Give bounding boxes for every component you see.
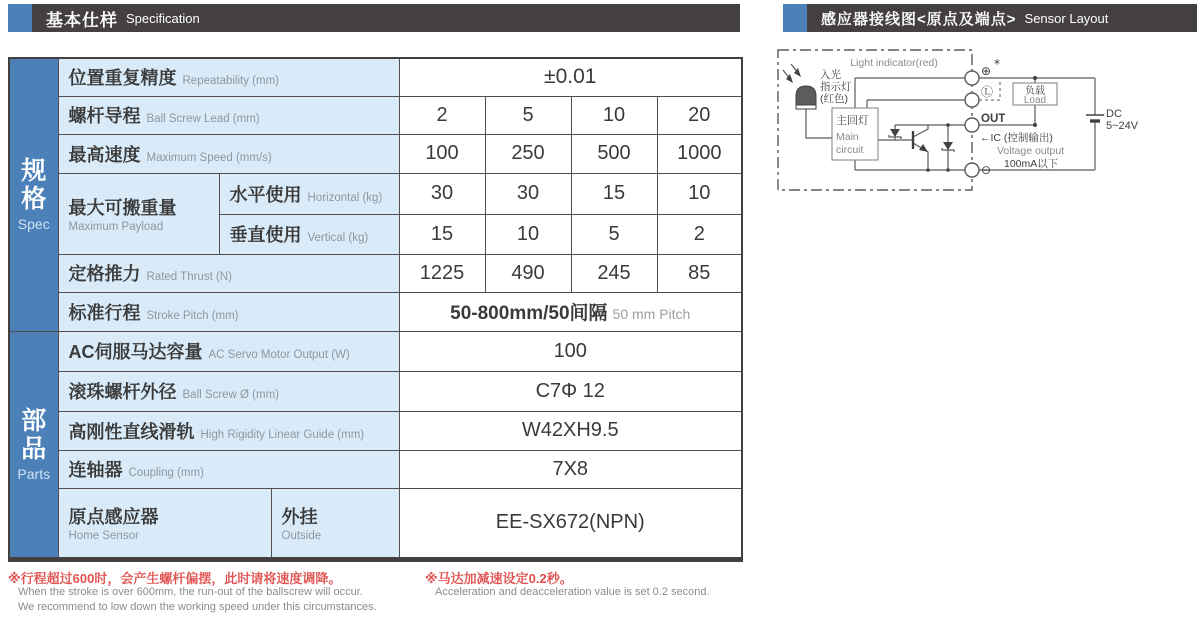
label-zh: 螺杆导程 [68, 106, 141, 126]
zener-diode-icon [942, 142, 954, 152]
load-label-zh: 负载 [1025, 86, 1045, 97]
led-label-zh1: 入光 [820, 69, 841, 81]
junction-dot [946, 123, 950, 127]
label-home-sensor-mount [271, 488, 399, 559]
label-horizontal [219, 173, 399, 214]
row-speed [9, 134, 742, 173]
value-lead-3: 20 [657, 96, 742, 134]
value-thrust-3: 85 [657, 254, 742, 292]
page-title-sensor-zh: 感应器接线图<原点及端点> [821, 10, 1017, 28]
label-guide [58, 411, 399, 450]
value-speed-2: 500 [571, 134, 657, 173]
section-spec-en: Spec [17, 216, 50, 233]
dc-voltage-label: 5~24V [1106, 120, 1139, 132]
label-vertical [219, 214, 399, 254]
label-zh: 水平使用 [229, 184, 302, 205]
label-speed [58, 134, 399, 173]
voltage-output-label: Voltage output [997, 145, 1065, 157]
value-vertical-1: 10 [485, 214, 571, 254]
value-horizontal-3: 10 [657, 173, 742, 214]
value-coupling: 7X8 [399, 450, 742, 488]
label-en: Repeatability (mm) [182, 75, 279, 88]
terminal-plus-circle [965, 71, 979, 85]
terminal-out-circle [965, 118, 979, 132]
value-horizontal-0: 30 [399, 173, 485, 214]
value-speed-3: 1000 [657, 134, 742, 173]
load-label-en: Load [1023, 95, 1047, 106]
value-stroke-en: 50 mm Pitch [612, 306, 691, 322]
terminal-light-circle [965, 93, 979, 107]
value-vertical-3: 2 [657, 214, 742, 254]
junction-dot [926, 168, 930, 172]
label-zh: 连轴器 [68, 460, 123, 480]
row-motor [9, 331, 742, 371]
junction-dot [946, 168, 950, 172]
dc-label: DC [1106, 108, 1122, 120]
value-screw-dia: C7Φ 12 [399, 371, 742, 411]
value-thrust-0: 1225 [399, 254, 485, 292]
value-stroke-zh: 50-800mm/50间隔 [450, 303, 608, 324]
label-zh: 垂直使用 [229, 225, 302, 245]
label-en: Coupling (mm) [128, 467, 204, 479]
section-spec [9, 58, 58, 331]
row-repeatability [9, 58, 742, 96]
ic-label: ←IC (控制输出) [980, 132, 1053, 144]
main-circuit-label-en2: circuit [836, 144, 864, 156]
main-circuit-label-zh: 主回灯 [836, 115, 869, 127]
terminal-minus-symbol: ⊖ [981, 163, 992, 177]
label-screw-dia [58, 371, 399, 411]
junction-dot [1033, 76, 1037, 80]
value-vertical-2: 5 [571, 214, 657, 254]
section-parts-en: Parts [17, 465, 51, 482]
row-home-sensor [9, 488, 742, 559]
label-en: Horizontal (kg) [307, 191, 383, 204]
row-thrust [9, 254, 742, 292]
label-zh: 定格推力 [68, 264, 141, 284]
label-en: Outside [281, 530, 322, 542]
label-zh: 外挂 [281, 507, 318, 527]
label-zh: 最高速度 [68, 144, 141, 165]
row-guide [9, 411, 742, 450]
section-spec-zh: 规格 [21, 157, 47, 214]
label-repeatability [58, 58, 399, 96]
page-title-spec-zh: 基本仕样 [46, 10, 118, 30]
value-home-sensor: EE-SX672(NPN) [399, 488, 742, 559]
label-en: Maximum Speed (mm/s) [146, 151, 272, 164]
note-stroke-en1: When the stroke is over 600mm, the run-out of the ballscrew will occur. [18, 586, 363, 598]
page-title-sensor-en: Sensor Layout [1024, 10, 1109, 26]
value-thrust-2: 245 [571, 254, 657, 292]
value-lead-0: 2 [399, 96, 485, 134]
label-en: AC Servo Motor Output (W) [208, 349, 350, 361]
label-zh: AC伺服马达容量 [68, 342, 203, 362]
label-en: Maximum Payload [68, 221, 164, 233]
value-horizontal-2: 15 [571, 173, 657, 214]
row-screw-dia [9, 371, 742, 411]
light-indicator-label: Light indicator(red) [850, 57, 938, 69]
row-stroke [9, 292, 742, 331]
note-stroke-en2: We recommend to low down the working speed under this circumstances. [18, 601, 377, 613]
value-motor: 100 [399, 331, 742, 371]
header-bar-sensor [783, 4, 1197, 32]
label-coupling [58, 450, 399, 488]
main-circuit-label-en1: Main [836, 131, 859, 143]
accent-square-icon [783, 4, 807, 32]
row-lead [9, 96, 742, 134]
label-en: Vertical (kg) [307, 232, 369, 244]
spec-table [8, 57, 743, 562]
note-stroke-zh: ※行程超过600时，会产生螺杆偏摆，此时请将速度调降。 [8, 571, 342, 586]
label-home-sensor [58, 488, 271, 559]
value-lead-1: 5 [485, 96, 571, 134]
current-limit-label: 100mA以下 [1004, 158, 1059, 170]
battery-icon [1086, 115, 1104, 121]
label-zh: 标准行程 [68, 302, 141, 323]
sensor-diagram-svg [770, 45, 1200, 195]
led-label-zh3: (红色) [820, 93, 848, 105]
zener-diode-icon [889, 129, 901, 139]
section-parts-zh: 部品 [21, 406, 47, 463]
label-zh: 滚珠螺杆外径 [68, 382, 177, 402]
label-zh: 最大可搬重量 [68, 198, 177, 218]
label-thrust [58, 254, 399, 292]
label-stroke [58, 292, 399, 331]
note-accel-en: Acceleration and deacceleration value is set 0.2 second. [435, 586, 710, 598]
accent-square-icon [8, 4, 32, 32]
label-en: Rated Thrust (N) [146, 271, 232, 283]
terminal-star-symbol: * [994, 57, 1000, 71]
label-en: Ball Screw Ø (mm) [182, 389, 279, 401]
junction-dot [1033, 123, 1037, 127]
label-motor [58, 331, 399, 371]
transistor-icon [913, 131, 928, 152]
label-en: High Rigidity Linear Guide (mm) [200, 428, 365, 441]
row-coupling [9, 450, 742, 488]
section-parts [9, 331, 58, 559]
label-zh: 高刚性直线滑轨 [68, 421, 195, 442]
label-payload [58, 173, 219, 254]
row-payload-horizontal [9, 173, 742, 214]
value-repeatability: ±0.01 [399, 58, 742, 96]
value-thrust-1: 490 [485, 254, 571, 292]
note-accel-zh: ※马达加减速设定0.2秒。 [425, 571, 573, 586]
value-stroke [399, 292, 742, 331]
led-indicator-icon [783, 64, 816, 109]
value-vertical-0: 15 [399, 214, 485, 254]
label-en: Home Sensor [68, 530, 139, 542]
label-zh: 原点感应器 [68, 507, 159, 527]
terminal-out-label: OUT [981, 113, 1006, 125]
label-en: Ball Screw Lead (mm) [146, 113, 260, 125]
value-speed-0: 100 [399, 134, 485, 173]
value-lead-2: 10 [571, 96, 657, 134]
page-title-spec-en: Specification [126, 10, 200, 26]
terminal-minus-circle [965, 163, 979, 177]
label-lead [58, 96, 399, 134]
led-label-zh2: 指示灯 [820, 81, 852, 93]
value-speed-1: 250 [485, 134, 571, 173]
terminal-light-symbol: Ⓛ [981, 85, 994, 99]
value-horizontal-1: 30 [485, 173, 571, 214]
header-bar-spec [8, 4, 740, 32]
label-en: Stroke Pitch (mm) [146, 309, 239, 322]
terminal-plus-symbol: ⊕ [981, 64, 992, 78]
label-zh: 位置重复精度 [68, 68, 177, 89]
value-guide: W42XH9.5 [399, 411, 742, 450]
